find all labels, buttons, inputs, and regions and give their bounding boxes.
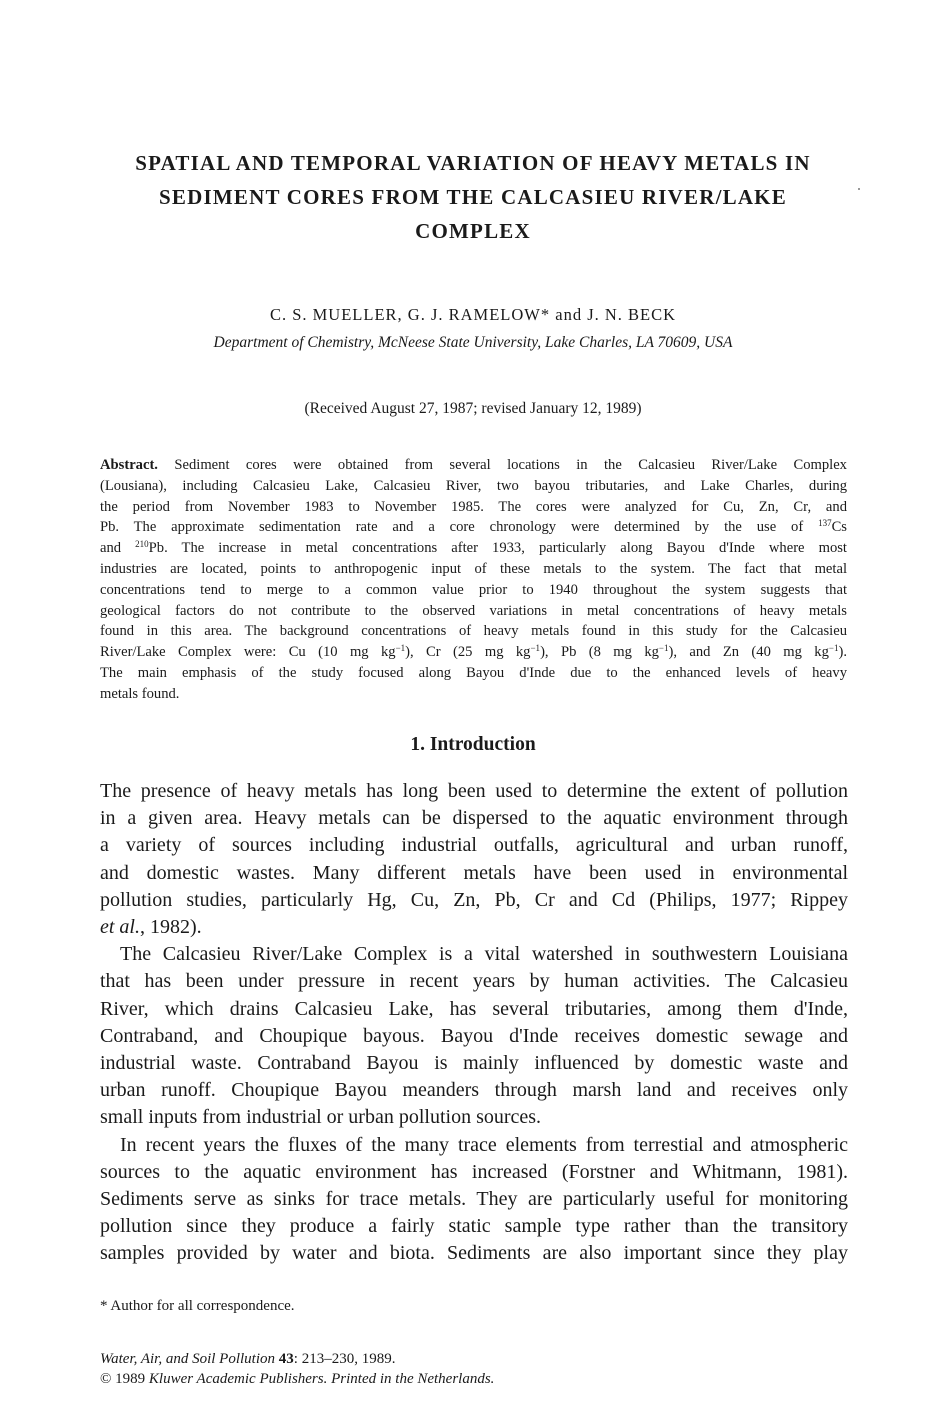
body-line: The Calcasieu River/Lake Complex is a vital watershed in southwestern Louisiana	[120, 943, 848, 966]
body-line: et al., 1982).	[100, 916, 202, 939]
body-line: and domestic wastes. Many different metals have been used in environmental	[100, 861, 848, 884]
affiliation: Department of Chemistry, McNeese State University, Lake Charles, LA 70609, USA	[213, 334, 733, 351]
abstract-line: Abstract. Sediment cores were obtained from several locations in the Calcasieu River/Lake Complex	[100, 457, 847, 473]
body-line: samples provided by water and biota. Sediments are also important since they play	[100, 1242, 848, 1265]
introduction-body	[100, 778, 848, 1268]
body-line: urban runoff. Choupique Bayou meanders through marsh land and receives only	[100, 1079, 848, 1102]
title-line-1: SPATIAL AND TEMPORAL VARIATION OF HEAVY METALS IN	[135, 151, 811, 175]
abstract-line: metals found.	[100, 685, 180, 702]
abstract-line: and $^{210}$Pb. The increase in metal concentrations after 1933, particularly along Bayou d'Inde where most	[100, 539, 847, 557]
title-line-2: SEDIMENT CORES FROM THE CALCASIEU RIVER/LAKE	[159, 185, 787, 209]
abstract-line: River/Lake Complex were: Cu (10 mg $kg^{-1}$), Cr (25 mg $kg^{-1}$), Pb (8 mg $kg^{-1}$), and Zn (40 mg $kg^{-1}$).	[100, 643, 847, 661]
abstract-line: found in this area. The background concentrations of heavy metals found in this study for the Calcasieu	[100, 623, 847, 640]
body-line: pollution since they produce a fairly static sample type rather than the transitory	[100, 1215, 848, 1238]
footnote: * Author for all correspondence.	[100, 1298, 295, 1314]
abstract-line: Pb. The approximate sedimentation rate and a core chronology were determined by the use of $^{137}$Cs	[100, 518, 847, 536]
abstract-line: (Lousiana), including Calcasieu Lake, Calcasieu River, two bayou tributaries, and Lake Charles, during	[100, 477, 847, 494]
body-line: in a given area. Heavy metals can be dispersed to the aquatic environment through	[100, 807, 848, 830]
body-line: pollution studies, particularly Hg, Cu, Zn, Pb, Cr and Cd (Philips, 1977; Rippey	[100, 888, 848, 911]
body-line: River, which drains Calcasieu Lake, has several tributaries, among them d'Inde,	[100, 997, 848, 1020]
abstract-line: The main emphasis of the study focused along Bayou d'Inde due to the enhanced levels of heavy	[100, 664, 847, 681]
body-line: Contraband, and Choupique bayous. Bayou d'Inde receives domestic sewage and	[100, 1024, 848, 1047]
abstract-label: Abstract.	[100, 457, 158, 473]
body-line: The presence of heavy metals has long been used to determine the extent of pollution	[100, 780, 848, 802]
journal-info	[100, 1349, 846, 1389]
body-line: industrial waste. Contraband Bayou is mainly influenced by domestic waste and	[100, 1052, 848, 1075]
abstract-line: industries are located, points to anthropogenic input of these metals to the system. The fact that metal	[100, 560, 847, 577]
body-line: a variety of sources including industrial outfalls, agricultural and urban runoff,	[100, 834, 848, 857]
abstract-line: geological factors do not contribute to the observed variations in metal concentrations of heavy metals	[100, 602, 847, 619]
journal-citation: Water, Air, and Soil Pollution 43: 213–230, 1989.	[100, 1351, 396, 1367]
body-line: small inputs from industrial or urban pollution sources.	[100, 1106, 542, 1129]
copyright-line: © 1989 Kluwer Academic Publishers. Printed in the Netherlands.	[100, 1371, 495, 1387]
abstract-line: concentrations tend to merge to a common value prior to 1940 throughout the system suggests that	[100, 581, 847, 598]
authors: C. S. MUELLER, G. J. RAMELOW* and J. N. BECK	[269, 305, 677, 324]
body-line: Sediments serve as sinks for trace metals. They are particularly useful for monitoring	[100, 1188, 848, 1211]
scan-speck	[858, 188, 860, 190]
body-line: sources to the aquatic environment has increased (Forstner and Whitmann, 1981).	[100, 1160, 848, 1183]
abstract-line: the period from November 1983 to November 1985. The cores were analyzed for Cu, Zn, Cr, and	[100, 498, 847, 515]
received-dates: (Received August 27, 1987; revised January 12, 1989)	[304, 400, 642, 417]
body-line: that has been under pressure in recent years by human activities. The Calcasieu	[100, 970, 848, 993]
title-line-3: COMPLEX	[415, 219, 531, 243]
body-line: In recent years the fluxes of the many trace elements from terrestial and atmospheric	[120, 1133, 848, 1156]
section-heading-introduction: 1. Introduction	[410, 734, 536, 755]
abstract	[100, 455, 847, 705]
paper-title	[100, 146, 846, 248]
